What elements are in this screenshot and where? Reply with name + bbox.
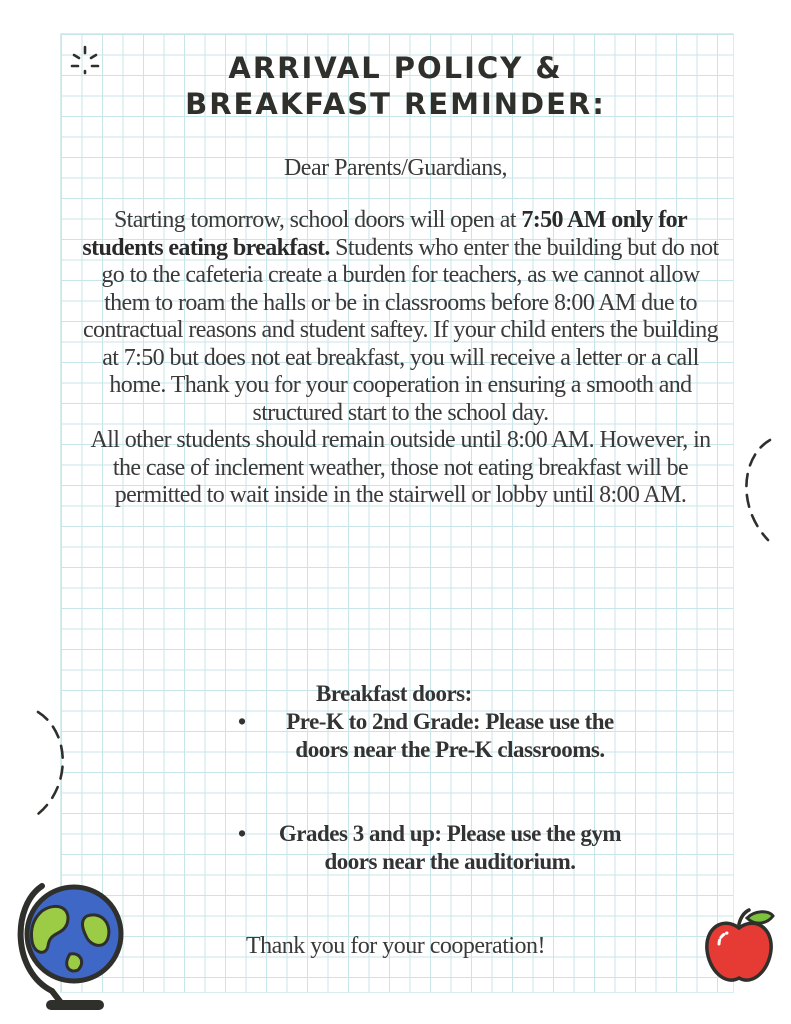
paragraph-1-intro: Starting tomorrow, school doors will open at xyxy=(113,207,522,233)
page-title xyxy=(0,50,791,122)
breakfast-doors-heading: Breakfast doors: xyxy=(316,681,472,706)
bullet-icon: • xyxy=(238,821,246,846)
list-item-text: Grades 3 and up: Please use the gym doors near the auditorium. xyxy=(278,821,622,874)
bullet-icon: • xyxy=(238,709,246,734)
letter-body xyxy=(78,207,723,510)
paragraph-1-rest: Students who enter the building but do not go to the cafeteria create a burden for teachers, as we cannot allow them to roam the halls or be in classrooms before 8:00 AM due to contractual reasons and student saftey. If your child enters the building at 7:50 but does not eat breakfast, you will receive a letter or a call home. Thank you for your cooperation in ensuring a smooth and structured start to the school day. xyxy=(82,234,719,426)
paragraph-2: All other students should remain outside until 8:00 AM. However, in the case of inclement weather, those not eating breakfast will be permitted to wait inside in the stairwell or lobby until 8:00 AM. xyxy=(90,427,711,508)
title-line-1: ARRIVAL POLICY & xyxy=(228,51,563,85)
paragraph-1 xyxy=(78,207,723,427)
dashed-arc-right-decoration xyxy=(740,436,780,546)
paragraph-1-bold: 7:50 AM only for students eating breakfast. xyxy=(82,207,688,261)
title-line-2: BREAKFAST REMINDER: xyxy=(185,87,606,121)
closing-line: Thank you for your cooperation! xyxy=(245,933,546,959)
list-item-text: Pre-K to 2nd Grade: Please use the doors near the Pre-K classrooms. xyxy=(286,709,614,762)
greeting: Dear Parents/Guardians, xyxy=(283,155,508,181)
dashed-arc-left-decoration xyxy=(30,708,70,818)
